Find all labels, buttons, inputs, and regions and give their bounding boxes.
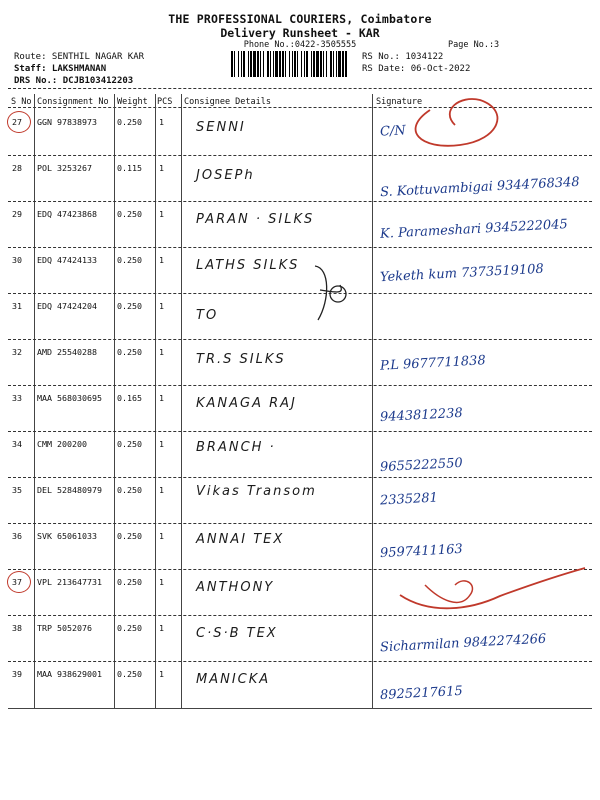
consignment-number: VPL 213647731 — [37, 577, 102, 587]
serial-number: 35 — [12, 485, 22, 495]
signature-text: S. Kottuvambigai 9344768348 — [379, 174, 580, 201]
signature-text: K. Parameshari 9345222045 — [379, 217, 569, 242]
signature-text: 9443812238 — [379, 405, 464, 426]
pcs-value: 1 — [159, 623, 164, 633]
consignment-number: TRP 5052076 — [37, 623, 92, 633]
signature-text: 9655222550 — [379, 455, 464, 476]
weight-value: 0.250 — [117, 531, 142, 541]
weight-value: 0.250 — [117, 347, 142, 357]
runsheet-subtitle: Delivery Runsheet - KAR — [220, 26, 380, 40]
pcs-value: 1 — [159, 669, 164, 679]
row-divider — [8, 155, 592, 156]
consignee-name: BRANCH · — [196, 440, 276, 455]
consignee-name: MANICKA — [196, 672, 271, 687]
row-divider — [8, 477, 592, 478]
weight-value: 0.165 — [117, 393, 142, 403]
consignee-name: KANAGA RAJ — [196, 396, 297, 411]
consignment-number: EDQ 47423868 — [37, 209, 97, 219]
consignment-number: MAA 938629001 — [37, 669, 102, 679]
serial-number: 32 — [12, 347, 22, 357]
row-divider — [8, 385, 592, 386]
serial-number: 39 — [12, 669, 22, 679]
consignment-number: MAA 568030695 — [37, 393, 102, 403]
serial-number: 36 — [12, 531, 22, 541]
consignee-name: C·S·B TEX — [196, 626, 278, 641]
consignee-name: ANNAI TEX — [196, 532, 285, 547]
weight-value: 0.250 — [117, 577, 142, 587]
row-divider — [8, 661, 592, 662]
consignment-number: CMM 200200 — [37, 439, 87, 449]
column-header-divider — [8, 107, 592, 108]
consignee-name: TR.S SILKS — [196, 352, 286, 367]
weight-value: 0.250 — [117, 439, 142, 449]
weight-value: 0.250 — [117, 255, 142, 265]
phone-number: Phone No.:0422-3505555 — [243, 40, 357, 50]
consignment-number: EDQ 47424204 — [37, 301, 97, 311]
red-circle-mark — [7, 571, 31, 593]
bracket-circle — [330, 286, 346, 302]
pcs-value: 1 — [159, 163, 164, 173]
route-label: Route: SENTHIL NAGAR KAR — [14, 52, 145, 62]
weight-value: 0.115 — [117, 163, 142, 173]
consignment-number: DEL 528480979 — [37, 485, 102, 495]
serial-number: 27 — [12, 117, 22, 127]
serial-number: 30 — [12, 255, 22, 265]
weight-value: 0.250 — [117, 117, 142, 127]
red-circle-mark — [7, 111, 31, 133]
serial-number: 37 — [12, 577, 22, 587]
weight-value: 0.250 — [117, 301, 142, 311]
row-divider — [8, 569, 592, 570]
serial-number: 34 — [12, 439, 22, 449]
header-divider — [8, 88, 592, 89]
col-header-sno: S No — [11, 97, 32, 107]
signature-text: P.L 9677711838 — [379, 353, 487, 374]
row-divider — [8, 431, 592, 432]
pcs-value: 1 — [159, 301, 164, 311]
pcs-value: 1 — [159, 485, 164, 495]
staff-label: Staff: LAKSHMANAN — [14, 64, 107, 74]
signature-text: Sicharmilan 9842274266 — [379, 631, 547, 656]
serial-number: 31 — [12, 301, 22, 311]
signature-text: 8925217615 — [379, 683, 464, 704]
row-divider — [8, 615, 592, 616]
pcs-value: 1 — [159, 209, 164, 219]
signature-text: 9597411163 — [379, 541, 464, 562]
row-divider — [8, 293, 592, 294]
consignment-number: SVK 65061033 — [37, 531, 97, 541]
consignee-name: PARAN · SILKS — [196, 212, 315, 227]
rs-number: RS No.: 1034122 — [362, 52, 444, 62]
drs-number: DRS No.: DCJB103412203 — [14, 76, 134, 86]
table-bottom-rule — [8, 708, 592, 709]
col-header-pcs: PCS — [157, 97, 173, 107]
row-divider — [8, 201, 592, 202]
weight-value: 0.250 — [117, 623, 142, 633]
consignment-number: AMD 25540288 — [37, 347, 97, 357]
weight-value: 0.250 — [117, 669, 142, 679]
weight-value: 0.250 — [117, 209, 142, 219]
barcode-image — [230, 51, 350, 77]
consignee-name: TO — [196, 308, 219, 323]
col-header-consignment: Consignment No — [37, 97, 109, 107]
consignee-name: SENNI — [196, 120, 246, 135]
pcs-value: 1 — [159, 577, 164, 587]
serial-number: 38 — [12, 623, 22, 633]
page-number: Page No.:3 — [448, 40, 500, 50]
signature-text: C/N — [379, 123, 407, 140]
pcs-value: 1 — [159, 255, 164, 265]
consignee-name: JOSEPh — [196, 168, 255, 183]
consignee-name: Vikas Transom — [196, 484, 317, 499]
red-scribble-mark — [400, 568, 585, 608]
serial-number: 29 — [12, 209, 22, 219]
consignment-number: EDQ 47424133 — [37, 255, 97, 265]
col-header-consignee: Consignee Details — [184, 97, 271, 107]
col-header-weight: Weight — [117, 97, 148, 107]
weight-value: 0.250 — [117, 485, 142, 495]
rs-date: RS Date: 06-Oct-2022 — [362, 64, 471, 74]
row-divider — [8, 247, 592, 248]
col-header-signature: Signature — [376, 97, 423, 107]
pcs-value: 1 — [159, 393, 164, 403]
pcs-value: 1 — [159, 439, 164, 449]
consignee-name: ANTHONY — [196, 580, 275, 595]
company-title: THE PROFESSIONAL COURIERS, Coimbatore — [168, 12, 432, 26]
consignee-name: LATHS SILKS — [196, 258, 300, 273]
consignment-number: GGN 97838973 — [37, 117, 97, 127]
pcs-value: 1 — [159, 117, 164, 127]
row-divider — [8, 523, 592, 524]
serial-number: 28 — [12, 163, 22, 173]
pcs-value: 1 — [159, 347, 164, 357]
row-divider — [8, 339, 592, 340]
red-scribble-mark — [425, 581, 472, 603]
pcs-value: 1 — [159, 531, 164, 541]
serial-number: 33 — [12, 393, 22, 403]
signature-text: 2335281 — [379, 490, 439, 509]
signature-text: Yeketh kum 7373519108 — [379, 261, 545, 286]
consignment-number: POL 3253267 — [37, 163, 92, 173]
